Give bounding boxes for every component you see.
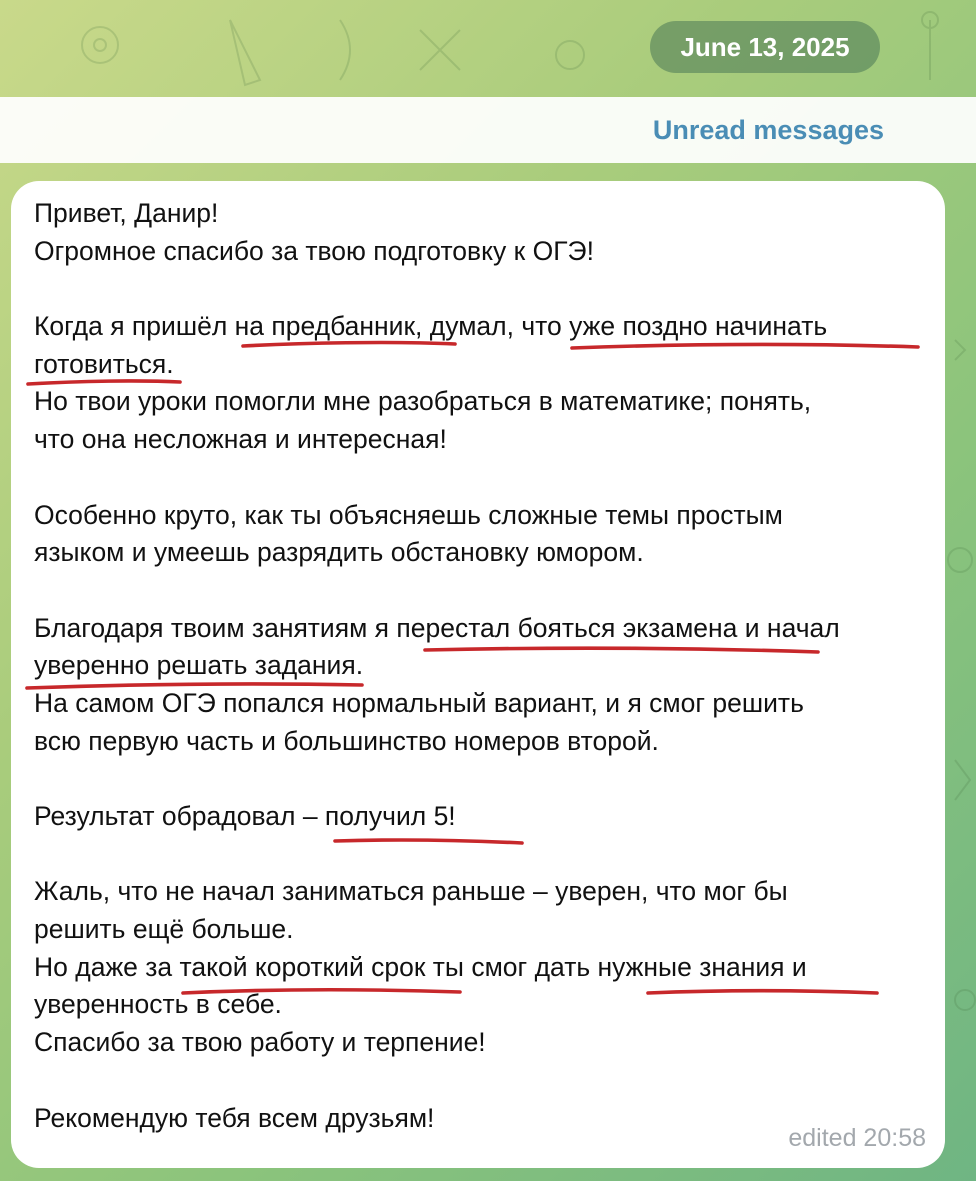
date-label: June 13, 2025 (680, 32, 850, 62)
unread-messages-divider (0, 97, 976, 163)
message-line: Когда я пришёл на предбанник, думал, что уже поздно начинать (34, 311, 828, 342)
edited-timestamp: edited 20:58 (788, 1124, 926, 1152)
message-line: готовиться. (34, 348, 174, 379)
message-line: решить ещё больше. (34, 914, 294, 945)
message-line (34, 836, 934, 874)
message-line: уверенность в себе. (34, 989, 282, 1020)
message-line: Но даже за такой короткий срок ты смог дать нужные знания и (34, 951, 807, 982)
message-line: Благодаря твоим занятиям я перестал бояться экзамена и начал (34, 612, 840, 643)
message-line: На самом ОГЭ попался нормальный вариант, и я смог решить (34, 687, 804, 718)
message-line: Привет, Данир! (34, 198, 219, 228)
message-line (34, 270, 934, 308)
message-line: Жаль, что не начал заниматься раньше – уверен, что мог бы (34, 876, 788, 907)
message-line: Но твои уроки помогли мне разобраться в математике; понять, (34, 386, 812, 417)
message-line: Спасибо за твою работу и терпение! (34, 1027, 486, 1058)
message-line: Результат обрадовал – получил 5! (34, 801, 456, 831)
message-line: Рекомендую тебя всем друзьям! (34, 1102, 435, 1133)
message-line: языком и умеешь разрядить обстановку юмором. (34, 537, 644, 568)
message-line (34, 572, 934, 610)
message-line: уверенно решать задания. (34, 650, 364, 681)
message-line (34, 1062, 934, 1100)
message-line: всю первую часть и большинство номеров второй. (34, 725, 659, 756)
message-line (34, 459, 934, 497)
message-line (34, 760, 934, 798)
message-line: Огромное спасибо за твою подготовку к ОГЭ! (34, 235, 594, 266)
date-pill[interactable] (650, 21, 880, 73)
message-line: Особенно круто, как ты объясняешь сложные темы простым (34, 499, 783, 530)
message-text (34, 195, 934, 1137)
message-line: что она несложная и интересная! (34, 424, 447, 455)
unread-messages-label: Unread messages (652, 115, 884, 145)
